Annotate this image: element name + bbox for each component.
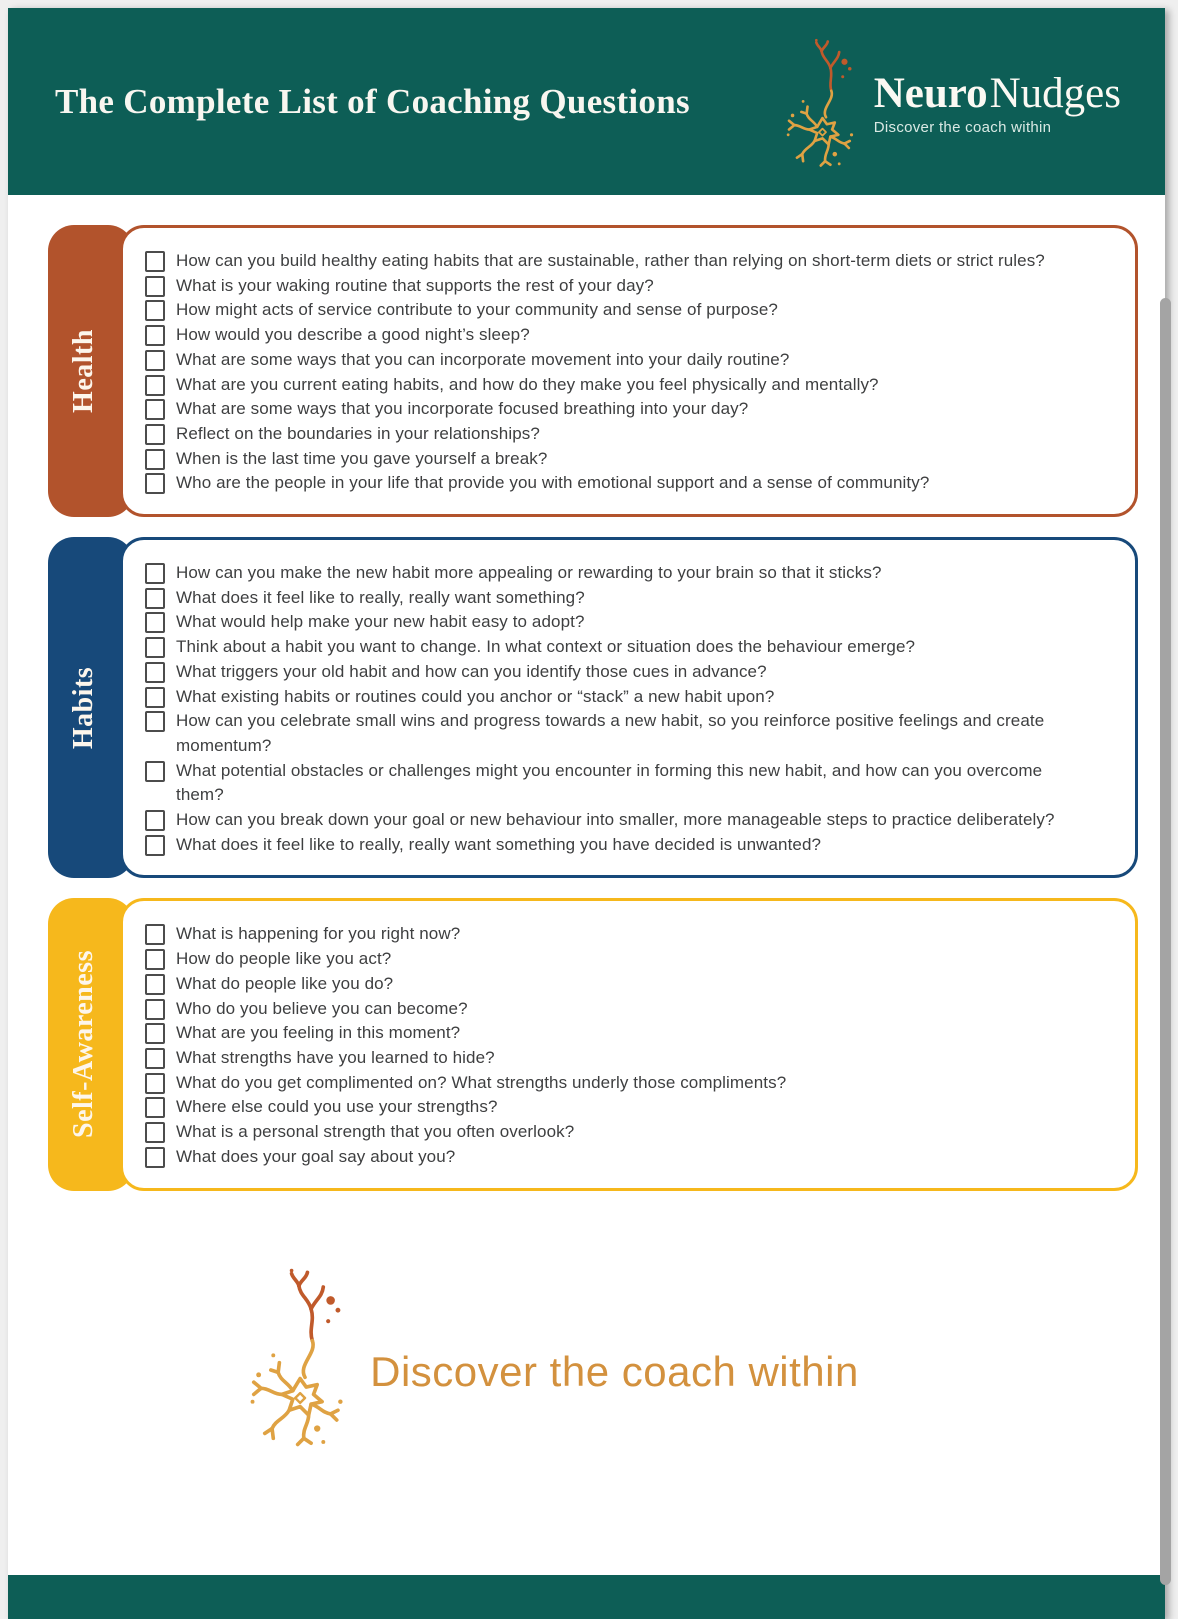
section-box [120, 898, 1138, 1190]
header-banner [8, 8, 1165, 195]
question-text: What does it feel like to really, really want something you have decided is unwanted? [176, 834, 822, 854]
question-row [145, 1095, 1111, 1120]
question-checkbox[interactable] [145, 375, 165, 396]
question-row [145, 422, 1111, 447]
question-checkbox[interactable] [145, 999, 165, 1020]
question-text: What do people like you do? [176, 973, 394, 993]
section-box [120, 537, 1138, 878]
question-text: What are you feeling in this moment? [176, 1023, 461, 1043]
question-row [145, 348, 1111, 373]
section-self-awareness [48, 898, 1138, 1190]
question-checkbox[interactable] [145, 399, 165, 420]
question-checkbox[interactable] [145, 1097, 165, 1118]
question-checkbox[interactable] [145, 1147, 165, 1168]
question-text: Reflect on the boundaries in your relationships? [176, 423, 540, 443]
question-checkbox[interactable] [145, 424, 165, 445]
question-row [145, 1120, 1111, 1145]
question-text: What strengths have you learned to hide? [176, 1047, 495, 1067]
question-text: What is a personal strength that you often overlook? [176, 1122, 575, 1142]
question-checkbox[interactable] [145, 563, 165, 584]
footer-tagline: Discover the coach within [370, 1347, 859, 1395]
brand-name [873, 69, 1121, 117]
question-row [145, 298, 1111, 323]
question-text: Who do you believe you can become? [176, 998, 468, 1018]
section-label: Health [68, 329, 100, 413]
question-checkbox[interactable] [145, 588, 165, 609]
question-row [145, 759, 1111, 808]
question-text: How can you build healthy eating habits that are sustainable, rather than relying on short-term diets or strict rules? [176, 251, 1045, 270]
question-checkbox[interactable] [145, 1048, 165, 1069]
question-row [145, 1145, 1111, 1170]
question-checkbox[interactable] [145, 350, 165, 371]
page-title: The Complete List of Coaching Questions [55, 81, 690, 121]
question-text: How might acts of service contribute to your community and sense of purpose? [176, 300, 778, 320]
question-row [145, 808, 1111, 833]
question-row [145, 972, 1111, 997]
question-text: What potential obstacles or challenges might you encounter in forming this new habit, and how can you overcome them? [176, 760, 1043, 805]
question-checkbox[interactable] [145, 473, 165, 494]
question-text: What would help make your new habit easy to adopt? [176, 612, 585, 632]
question-row [145, 249, 1111, 274]
question-text: Think about a habit you want to change. In what context or situation does the behaviour emerge? [176, 637, 916, 657]
question-row [145, 947, 1111, 972]
question-text: What are some ways that you can incorporate movement into your daily routine? [176, 349, 790, 369]
section-label-wrap [48, 898, 120, 1190]
question-checkbox[interactable] [145, 835, 165, 856]
question-row [145, 471, 1111, 496]
question-text: How can you celebrate small wins and progress towards a new habit, so you reinforce positive feelings and create momentum? [176, 711, 1045, 755]
scrollbar-thumb[interactable] [1160, 298, 1171, 1585]
section-label: Self-Awareness [68, 950, 99, 1139]
question-row [145, 373, 1111, 398]
question-row [145, 1046, 1111, 1071]
question-row [145, 586, 1111, 611]
neuron-icon [244, 1265, 366, 1453]
question-text: What are some ways that you incorporate focused breathing into your day? [176, 399, 749, 419]
question-checkbox[interactable] [145, 1023, 165, 1044]
document-page [8, 8, 1165, 1619]
question-checkbox[interactable] [145, 662, 165, 683]
question-text: What does your goal say about you? [176, 1146, 456, 1166]
question-checkbox[interactable] [145, 1122, 165, 1143]
question-checkbox[interactable] [145, 449, 165, 470]
footer-bar [8, 1575, 1165, 1619]
question-text: What is happening for you right now? [176, 924, 461, 944]
section-health [48, 225, 1138, 517]
question-row [145, 833, 1111, 858]
question-checkbox[interactable] [145, 637, 165, 658]
question-checkbox[interactable] [145, 974, 165, 995]
question-row [145, 635, 1111, 660]
question-text: When is the last time you gave yourself a break? [176, 448, 548, 468]
question-row [145, 997, 1111, 1022]
brand-tagline: Discover the coach within [873, 118, 1052, 136]
question-text: What do you get complimented on? What strengths underly those compliments? [176, 1072, 787, 1092]
question-text: How can you make the new habit more appealing or rewarding to your brain so that it sticks? [176, 563, 882, 583]
footer [8, 1265, 1165, 1453]
question-text: What is your waking routine that supports the rest of your day? [176, 275, 654, 295]
section-label-wrap [48, 225, 120, 517]
question-row [145, 447, 1111, 472]
section-label: Habits [68, 666, 100, 749]
question-checkbox[interactable] [145, 325, 165, 346]
section-box [120, 225, 1138, 517]
question-row [145, 685, 1111, 710]
question-checkbox[interactable] [145, 949, 165, 970]
section-habits [48, 537, 1138, 878]
question-text: What does it feel like to really, really want something? [176, 587, 585, 607]
question-checkbox[interactable] [145, 1073, 165, 1094]
question-checkbox[interactable] [145, 687, 165, 708]
question-row [145, 397, 1111, 422]
question-text: Who are the people in your life that provide you with emotional support and a sense of community? [176, 473, 930, 493]
question-checkbox[interactable] [145, 612, 165, 633]
brand-text [873, 69, 1121, 136]
question-text: Where else could you use your strengths? [176, 1097, 498, 1117]
question-text: What existing habits or routines could you anchor or “stack” a new habit upon? [176, 686, 775, 706]
neuron-icon [782, 37, 870, 171]
question-text: What are you current eating habits, and how do they make you feel physically and mentally? [176, 374, 879, 394]
question-row [145, 323, 1111, 348]
question-checkbox[interactable] [145, 810, 165, 831]
question-text: What triggers your old habit and how can you identify those cues in advance? [176, 661, 767, 681]
question-checkbox[interactable] [145, 761, 165, 782]
section-label-wrap [48, 537, 120, 878]
brand-logo [782, 37, 1121, 171]
question-checkbox[interactable] [145, 711, 165, 732]
question-row [145, 1021, 1111, 1046]
question-row [145, 709, 1111, 758]
brand-name-light: Nudges [989, 69, 1121, 117]
question-text: How would you describe a good night’s sleep? [176, 325, 530, 345]
question-row [145, 610, 1111, 635]
question-row [145, 660, 1111, 685]
question-row [145, 274, 1111, 299]
question-checkbox[interactable] [145, 300, 165, 321]
brand-name-bold: Neuro [873, 69, 988, 117]
question-checkbox[interactable] [145, 924, 165, 945]
question-checkbox[interactable] [145, 251, 165, 272]
question-row [145, 922, 1111, 947]
question-text: How can you break down your goal or new behaviour into smaller, more manageable steps to practice deliberately? [176, 810, 1055, 830]
question-row [145, 561, 1111, 586]
question-checkbox[interactable] [145, 276, 165, 297]
question-row [145, 1071, 1111, 1096]
question-text: How do people like you act? [176, 949, 392, 969]
sections-container [8, 195, 1165, 1191]
